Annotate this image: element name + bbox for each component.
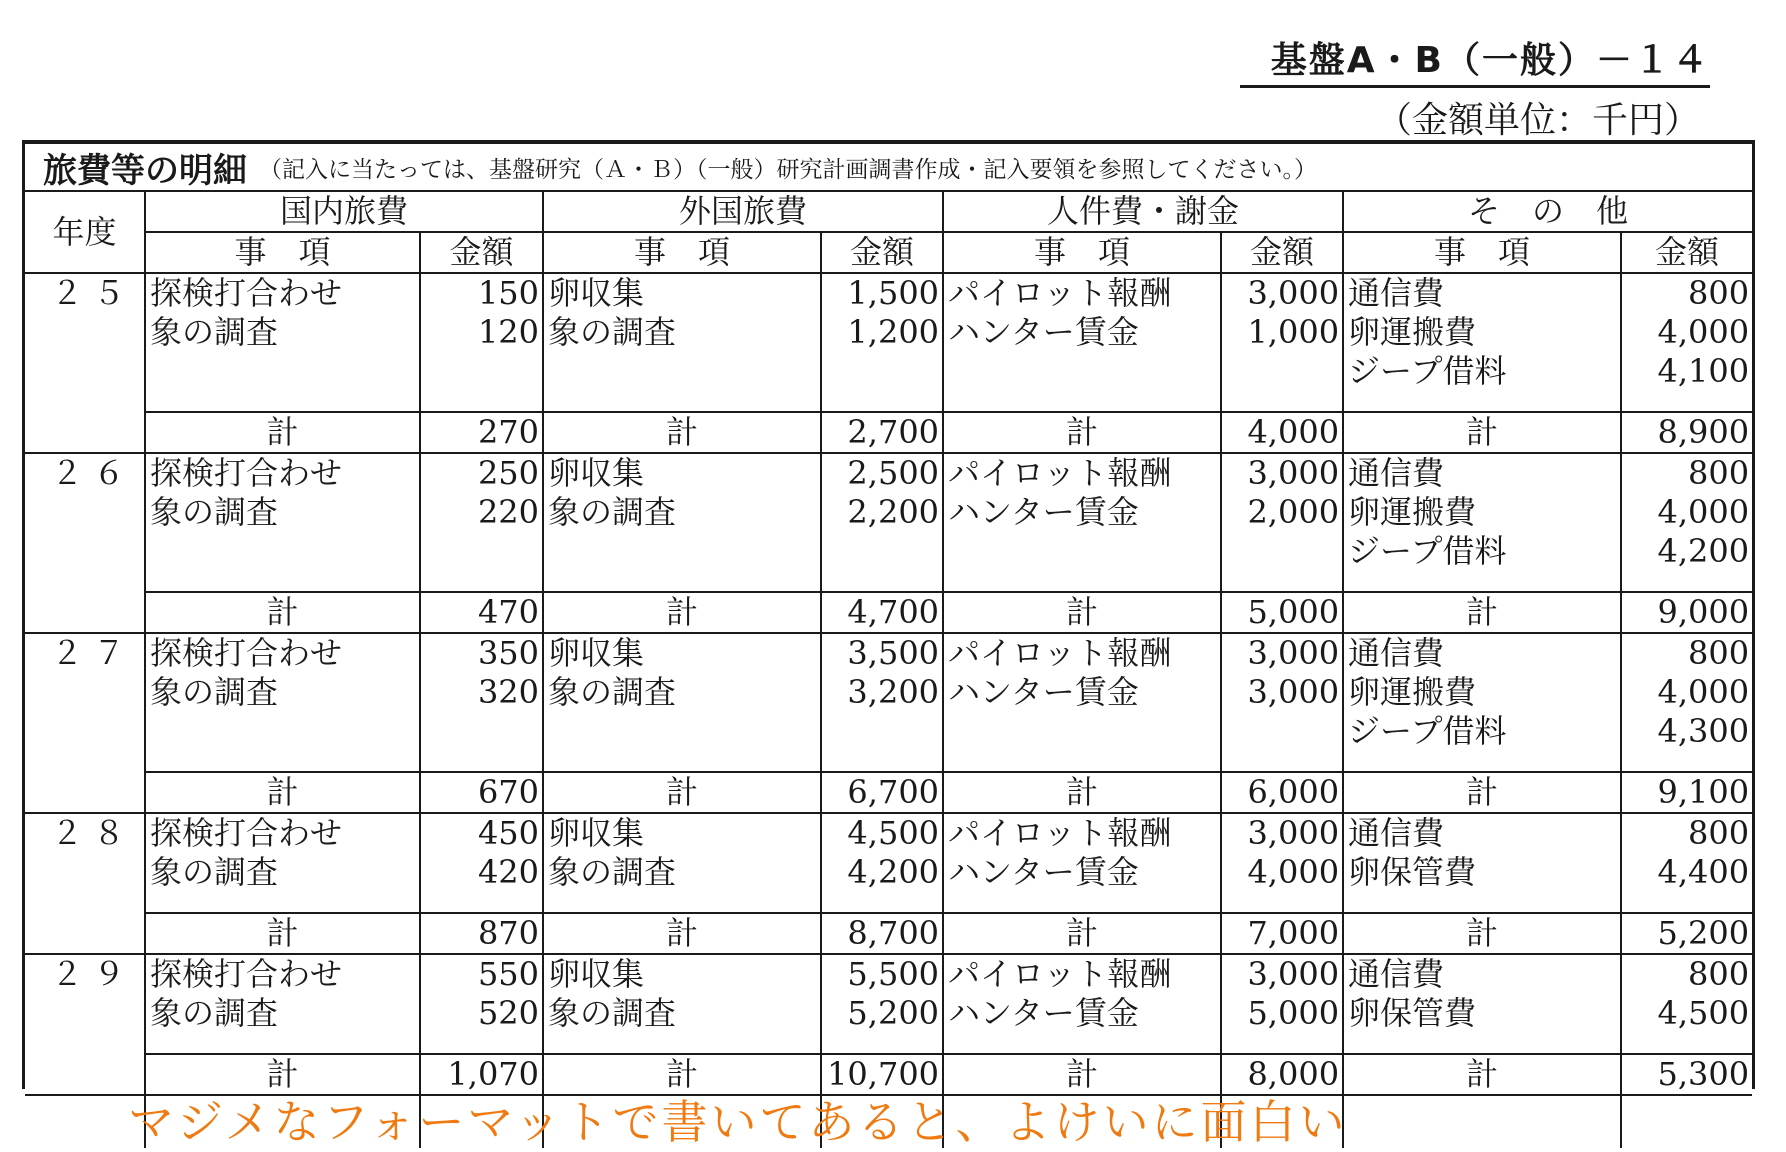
other-amount: 4,000 xyxy=(1621,313,1752,352)
personnel-total-label: 計 xyxy=(943,772,1221,813)
other-amount xyxy=(1621,892,1752,913)
foreign-item xyxy=(543,352,821,391)
group-header-domestic: 国内旅費 xyxy=(145,192,543,232)
personnel-item xyxy=(943,571,1221,592)
other-item: 卵運搬費 xyxy=(1343,493,1621,532)
personnel-amount: 3,000 xyxy=(1221,633,1343,673)
foreign-total-label: 計 xyxy=(543,772,821,813)
foreign-total-amount: 8,700 xyxy=(821,913,943,954)
foreign-item xyxy=(543,892,821,913)
detail-row xyxy=(25,813,1752,853)
domestic-amount: 450 xyxy=(420,813,543,853)
foreign-item xyxy=(543,1033,821,1054)
expense-table xyxy=(25,192,1752,1148)
detail-row xyxy=(25,493,1752,532)
personnel-total-amount: 7,000 xyxy=(1221,913,1343,954)
amount-unit-label: （金額単位：千円） xyxy=(1375,100,1700,141)
foreign-item: 卵収集 xyxy=(543,273,821,313)
other-item: 卵運搬費 xyxy=(1343,673,1621,712)
foreign-amount: 5,500 xyxy=(821,954,943,994)
other-amount: 4,100 xyxy=(1621,352,1752,391)
empty-cell xyxy=(1343,1095,1621,1148)
domestic-item xyxy=(145,712,420,751)
foreign-amount: 2,200 xyxy=(821,493,943,532)
foreign-amount xyxy=(821,1033,943,1054)
other-item xyxy=(1343,391,1621,412)
other-amount: 4,000 xyxy=(1621,493,1752,532)
personnel-amount xyxy=(1221,532,1343,571)
domestic-total-amount: 870 xyxy=(420,913,543,954)
foreign-amount: 4,500 xyxy=(821,813,943,853)
foreign-total-label: 計 xyxy=(543,412,821,453)
domestic-item: 象の調査 xyxy=(145,853,420,892)
domestic-amount: 120 xyxy=(420,313,543,352)
domestic-total-label: 計 xyxy=(145,772,420,813)
fiscal-year: ２７ xyxy=(25,633,145,813)
personnel-total-amount: 6,000 xyxy=(1221,772,1343,813)
domestic-item xyxy=(145,532,420,571)
foreign-amount xyxy=(821,532,943,571)
spacer-row xyxy=(25,892,1752,913)
personnel-total-label: 計 xyxy=(943,1054,1221,1095)
group-header-other: そ の 他 xyxy=(1343,192,1752,232)
other-total-amount: 9,100 xyxy=(1621,772,1752,813)
domestic-total-amount: 470 xyxy=(420,592,543,633)
other-amount: 800 xyxy=(1621,813,1752,853)
domestic-item xyxy=(145,751,420,772)
personnel-total-label: 計 xyxy=(943,913,1221,954)
detail-row xyxy=(25,313,1752,352)
personnel-total-amount: 8,000 xyxy=(1221,1054,1343,1095)
domestic-total-amount: 670 xyxy=(420,772,543,813)
other-amount xyxy=(1621,571,1752,592)
domestic-total-amount: 270 xyxy=(420,412,543,453)
other-amount xyxy=(1621,1033,1752,1054)
fiscal-year: ２８ xyxy=(25,813,145,954)
spacer-row xyxy=(25,1033,1752,1054)
domestic-amount: 420 xyxy=(420,853,543,892)
fiscal-year: ２９ xyxy=(25,954,145,1095)
foreign-amount: 3,500 xyxy=(821,633,943,673)
group-header-row xyxy=(25,192,1752,232)
other-total-amount: 8,900 xyxy=(1621,412,1752,453)
amount-header: 金額 xyxy=(1621,232,1752,273)
personnel-item xyxy=(943,751,1221,772)
total-row xyxy=(25,772,1752,813)
personnel-item: ハンター賃金 xyxy=(943,853,1221,892)
foreign-item: 卵収集 xyxy=(543,633,821,673)
personnel-amount xyxy=(1221,712,1343,751)
other-item: 卵保管費 xyxy=(1343,994,1621,1033)
item-header: 事 項 xyxy=(1343,232,1621,273)
other-item: 通信費 xyxy=(1343,273,1621,313)
fiscal-year: ２５ xyxy=(25,273,145,453)
foreign-amount xyxy=(821,892,943,913)
other-amount: 4,500 xyxy=(1621,994,1752,1033)
foreign-amount xyxy=(821,571,943,592)
amount-header: 金額 xyxy=(420,232,543,273)
sheet-title: 旅費等の明細 xyxy=(43,150,247,191)
column-header-row xyxy=(25,232,1752,273)
domestic-amount xyxy=(420,751,543,772)
other-item xyxy=(1343,751,1621,772)
personnel-amount xyxy=(1221,751,1343,772)
domestic-amount: 250 xyxy=(420,453,543,493)
handwritten-comment: マジメなフォーマットで書いてあると、よけいに面白い xyxy=(128,1095,1348,1149)
personnel-amount: 3,000 xyxy=(1221,273,1343,313)
personnel-amount: 3,000 xyxy=(1221,673,1343,712)
foreign-item: 象の調査 xyxy=(543,853,821,892)
total-row xyxy=(25,592,1752,633)
personnel-item xyxy=(943,892,1221,913)
foreign-item xyxy=(543,532,821,571)
sheet-note: （記入に当たっては、基盤研究（Ａ・Ｂ）（一般）研究計画調書作成・記入要領を参照してください。） xyxy=(259,156,1317,183)
foreign-amount xyxy=(821,751,943,772)
foreign-item: 卵収集 xyxy=(543,813,821,853)
other-amount: 800 xyxy=(1621,453,1752,493)
domestic-amount: 520 xyxy=(420,994,543,1033)
foreign-amount xyxy=(821,391,943,412)
personnel-item xyxy=(943,712,1221,751)
domestic-item: 象の調査 xyxy=(145,493,420,532)
foreign-total-label: 計 xyxy=(543,1054,821,1095)
foreign-item xyxy=(543,751,821,772)
domestic-item xyxy=(145,892,420,913)
other-amount: 800 xyxy=(1621,633,1752,673)
other-amount: 800 xyxy=(1621,273,1752,313)
domestic-item xyxy=(145,391,420,412)
domestic-item xyxy=(145,352,420,391)
foreign-item xyxy=(543,391,821,412)
personnel-item xyxy=(943,391,1221,412)
domestic-amount xyxy=(420,892,543,913)
domestic-amount: 550 xyxy=(420,954,543,994)
fiscal-year: ２６ xyxy=(25,453,145,633)
personnel-amount: 1,000 xyxy=(1221,313,1343,352)
personnel-total-label: 計 xyxy=(943,412,1221,453)
total-row xyxy=(25,913,1752,954)
domestic-amount: 220 xyxy=(420,493,543,532)
foreign-item: 象の調査 xyxy=(543,673,821,712)
other-item: 卵保管費 xyxy=(1343,853,1621,892)
personnel-amount xyxy=(1221,571,1343,592)
personnel-amount: 2,000 xyxy=(1221,493,1343,532)
foreign-amount: 5,200 xyxy=(821,994,943,1033)
empty-cell xyxy=(1621,1095,1752,1148)
other-item xyxy=(1343,892,1621,913)
foreign-item: 象の調査 xyxy=(543,493,821,532)
foreign-total-label: 計 xyxy=(543,913,821,954)
other-total-label: 計 xyxy=(1343,772,1621,813)
foreign-item: 卵収集 xyxy=(543,453,821,493)
personnel-total-amount: 4,000 xyxy=(1221,412,1343,453)
other-total-amount: 5,300 xyxy=(1621,1054,1752,1095)
personnel-item xyxy=(943,352,1221,391)
personnel-item: パイロット報酬 xyxy=(943,633,1221,673)
other-amount: 4,400 xyxy=(1621,853,1752,892)
foreign-item: 卵収集 xyxy=(543,954,821,994)
other-total-label: 計 xyxy=(1343,913,1621,954)
personnel-item xyxy=(943,532,1221,571)
group-header-foreign: 外国旅費 xyxy=(543,192,943,232)
foreign-total-amount: 6,700 xyxy=(821,772,943,813)
personnel-amount xyxy=(1221,1033,1343,1054)
other-item: ジープ借料 xyxy=(1343,712,1621,751)
foreign-item xyxy=(543,712,821,751)
personnel-item xyxy=(943,1033,1221,1054)
other-item xyxy=(1343,1033,1621,1054)
personnel-item: パイロット報酬 xyxy=(943,453,1221,493)
spacer-row xyxy=(25,571,1752,592)
foreign-amount: 4,200 xyxy=(821,853,943,892)
personnel-amount xyxy=(1221,352,1343,391)
other-item: 通信費 xyxy=(1343,453,1621,493)
other-amount: 4,200 xyxy=(1621,532,1752,571)
other-item xyxy=(1343,571,1621,592)
foreign-amount xyxy=(821,712,943,751)
other-item: 通信費 xyxy=(1343,954,1621,994)
foreign-item: 象の調査 xyxy=(543,994,821,1033)
domestic-amount: 150 xyxy=(420,273,543,313)
other-item: 通信費 xyxy=(1343,813,1621,853)
domestic-total-amount: 1,070 xyxy=(420,1054,543,1095)
year-header: 年度 xyxy=(25,192,145,273)
personnel-total-label: 計 xyxy=(943,592,1221,633)
other-total-amount: 9,000 xyxy=(1621,592,1752,633)
other-total-label: 計 xyxy=(1343,412,1621,453)
personnel-item: パイロット報酬 xyxy=(943,273,1221,313)
foreign-total-amount: 4,700 xyxy=(821,592,943,633)
detail-row xyxy=(25,273,1752,313)
total-row xyxy=(25,412,1752,453)
foreign-amount: 1,500 xyxy=(821,273,943,313)
group-header-personnel: 人件費・謝金 xyxy=(943,192,1343,232)
other-item: ジープ借料 xyxy=(1343,352,1621,391)
foreign-total-label: 計 xyxy=(543,592,821,633)
domestic-amount xyxy=(420,571,543,592)
item-header: 事 項 xyxy=(145,232,420,273)
domestic-amount: 320 xyxy=(420,673,543,712)
domestic-item: 探検打合わせ xyxy=(145,954,420,994)
detail-row xyxy=(25,633,1752,673)
foreign-amount xyxy=(821,352,943,391)
foreign-item: 象の調査 xyxy=(543,313,821,352)
detail-row xyxy=(25,352,1752,391)
personnel-item: ハンター賃金 xyxy=(943,673,1221,712)
document-code: 基盤A・B（一般）－１４ xyxy=(1240,32,1710,88)
personnel-item: パイロット報酬 xyxy=(943,954,1221,994)
other-total-label: 計 xyxy=(1343,1054,1621,1095)
domestic-amount xyxy=(420,352,543,391)
domestic-amount xyxy=(420,712,543,751)
personnel-item: パイロット報酬 xyxy=(943,813,1221,853)
personnel-amount xyxy=(1221,892,1343,913)
foreign-total-amount: 2,700 xyxy=(821,412,943,453)
domestic-total-label: 計 xyxy=(145,592,420,633)
domestic-item: 探検打合わせ xyxy=(145,633,420,673)
domestic-total-label: 計 xyxy=(145,913,420,954)
foreign-amount: 2,500 xyxy=(821,453,943,493)
domestic-item: 探検打合わせ xyxy=(145,813,420,853)
domestic-amount xyxy=(420,1033,543,1054)
personnel-item: ハンター賃金 xyxy=(943,313,1221,352)
other-amount: 4,000 xyxy=(1621,673,1752,712)
domestic-total-label: 計 xyxy=(145,1054,420,1095)
personnel-amount: 4,000 xyxy=(1221,853,1343,892)
empty-year-cell xyxy=(25,1095,145,1148)
personnel-amount: 3,000 xyxy=(1221,453,1343,493)
domestic-amount xyxy=(420,532,543,571)
personnel-amount: 3,000 xyxy=(1221,813,1343,853)
item-header: 事 項 xyxy=(943,232,1221,273)
detail-row xyxy=(25,532,1752,571)
domestic-item: 象の調査 xyxy=(145,994,420,1033)
foreign-amount: 3,200 xyxy=(821,673,943,712)
detail-row xyxy=(25,994,1752,1033)
other-total-label: 計 xyxy=(1343,592,1621,633)
other-item: ジープ借料 xyxy=(1343,532,1621,571)
domestic-item: 象の調査 xyxy=(145,673,420,712)
foreign-total-amount: 10,700 xyxy=(821,1054,943,1095)
other-item: 通信費 xyxy=(1343,633,1621,673)
personnel-amount xyxy=(1221,391,1343,412)
domestic-total-label: 計 xyxy=(145,412,420,453)
amount-header: 金額 xyxy=(1221,232,1343,273)
travel-expense-sheet xyxy=(22,140,1755,1093)
detail-row xyxy=(25,453,1752,493)
domestic-item: 探検打合わせ xyxy=(145,273,420,313)
domestic-item: 探検打合わせ xyxy=(145,453,420,493)
item-header: 事 項 xyxy=(543,232,821,273)
other-amount xyxy=(1621,751,1752,772)
personnel-amount: 3,000 xyxy=(1221,954,1343,994)
personnel-total-amount: 5,000 xyxy=(1221,592,1343,633)
other-amount: 4,300 xyxy=(1621,712,1752,751)
detail-row xyxy=(25,853,1752,892)
spacer-row xyxy=(25,391,1752,412)
domestic-item xyxy=(145,1033,420,1054)
foreign-item xyxy=(543,571,821,592)
detail-row xyxy=(25,954,1752,994)
expense-table-body xyxy=(25,273,1752,1148)
domestic-item: 象の調査 xyxy=(145,313,420,352)
detail-row xyxy=(25,673,1752,712)
other-amount: 800 xyxy=(1621,954,1752,994)
spacer-row xyxy=(25,751,1752,772)
personnel-item: ハンター賃金 xyxy=(943,493,1221,532)
amount-header: 金額 xyxy=(821,232,943,273)
other-amount xyxy=(1621,391,1752,412)
domestic-amount: 350 xyxy=(420,633,543,673)
foreign-amount: 1,200 xyxy=(821,313,943,352)
domestic-amount xyxy=(420,391,543,412)
domestic-item xyxy=(145,571,420,592)
personnel-item: ハンター賃金 xyxy=(943,994,1221,1033)
personnel-amount: 5,000 xyxy=(1221,994,1343,1033)
other-total-amount: 5,200 xyxy=(1621,913,1752,954)
sheet-heading xyxy=(25,144,1752,192)
other-item: 卵運搬費 xyxy=(1343,313,1621,352)
detail-row xyxy=(25,712,1752,751)
